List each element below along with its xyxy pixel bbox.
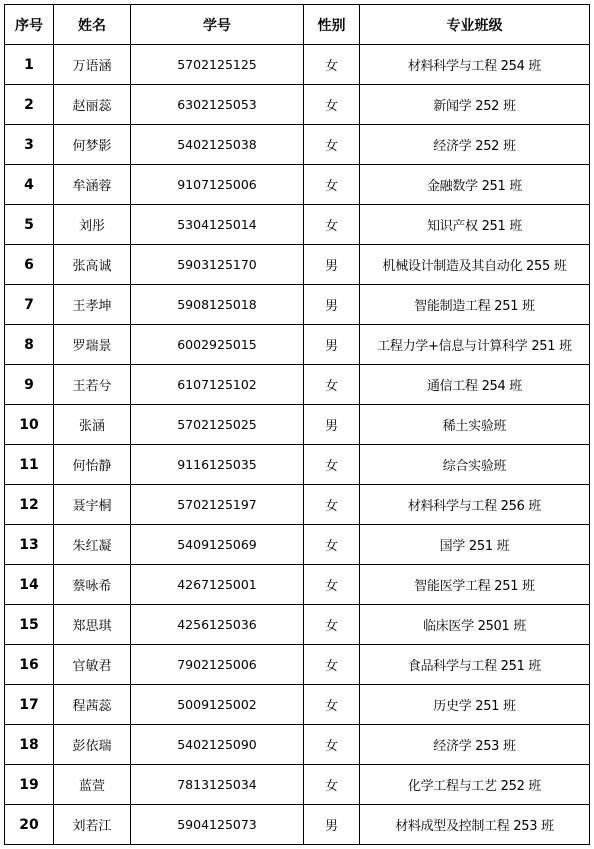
cell-gender: 女 [304, 45, 360, 85]
cell-gender: 女 [304, 205, 360, 245]
table-row [5, 45, 590, 85]
cell-index: 10 [5, 405, 54, 445]
table-row [5, 525, 590, 565]
table-row [5, 85, 590, 125]
cell-name: 王若兮 [54, 365, 131, 405]
cell-index: 6 [5, 245, 54, 285]
cell-student-id: 9107125006 [131, 165, 304, 205]
cell-gender: 女 [304, 645, 360, 685]
cell-index: 5 [5, 205, 54, 245]
cell-student-id: 6002925015 [131, 325, 304, 365]
cell-name: 王孝坤 [54, 285, 131, 325]
cell-student-id: 6107125102 [131, 365, 304, 405]
cell-index: 13 [5, 525, 54, 565]
table-body [5, 45, 590, 845]
cell-student-id: 5702125125 [131, 45, 304, 85]
cell-index: 9 [5, 365, 54, 405]
cell-index: 18 [5, 725, 54, 765]
table-row [5, 165, 590, 205]
table-header-row [5, 5, 590, 45]
cell-major-class: 稀土实验班 [360, 405, 590, 445]
cell-index: 19 [5, 765, 54, 805]
table-row [5, 605, 590, 645]
cell-student-id: 5904125073 [131, 805, 304, 845]
cell-gender: 男 [304, 245, 360, 285]
cell-index: 7 [5, 285, 54, 325]
cell-gender: 女 [304, 565, 360, 605]
cell-name: 万语涵 [54, 45, 131, 85]
cell-major-class: 材料成型及控制工程 253 班 [360, 805, 590, 845]
table-row [5, 125, 590, 165]
table-row [5, 485, 590, 525]
cell-index: 8 [5, 325, 54, 365]
table-row [5, 685, 590, 725]
cell-name: 蔡咏希 [54, 565, 131, 605]
cell-index: 1 [5, 45, 54, 85]
cell-gender: 女 [304, 365, 360, 405]
cell-gender: 男 [304, 405, 360, 445]
cell-major-class: 通信工程 254 班 [360, 365, 590, 405]
cell-major-class: 化学工程与工艺 252 班 [360, 765, 590, 805]
table-row [5, 765, 590, 805]
cell-index: 14 [5, 565, 54, 605]
table-row [5, 285, 590, 325]
cell-gender: 女 [304, 685, 360, 725]
cell-student-id: 9116125035 [131, 445, 304, 485]
cell-major-class: 经济学 252 班 [360, 125, 590, 165]
cell-index: 12 [5, 485, 54, 525]
cell-major-class: 材料科学与工程 256 班 [360, 485, 590, 525]
cell-major-class: 国学 251 班 [360, 525, 590, 565]
table-row [5, 725, 590, 765]
cell-index: 11 [5, 445, 54, 485]
cell-name: 蓝萱 [54, 765, 131, 805]
cell-name: 彭依瑞 [54, 725, 131, 765]
cell-student-id: 5304125014 [131, 205, 304, 245]
cell-index: 16 [5, 645, 54, 685]
cell-student-id: 5409125069 [131, 525, 304, 565]
cell-student-id: 5908125018 [131, 285, 304, 325]
cell-gender: 女 [304, 445, 360, 485]
cell-gender: 女 [304, 525, 360, 565]
column-header-index: 序号 [5, 5, 54, 45]
cell-major-class: 综合实验班 [360, 445, 590, 485]
table-row [5, 565, 590, 605]
cell-student-id: 4256125036 [131, 605, 304, 645]
cell-student-id: 5702125197 [131, 485, 304, 525]
cell-major-class: 工程力学+信息与计算科学 251 班 [360, 325, 590, 365]
cell-major-class: 食品科学与工程 251 班 [360, 645, 590, 685]
column-header-major-class: 专业班级 [360, 5, 590, 45]
cell-name: 聂宇桐 [54, 485, 131, 525]
cell-name: 罗瑞景 [54, 325, 131, 365]
column-header-student-id: 学号 [131, 5, 304, 45]
cell-student-id: 5009125002 [131, 685, 304, 725]
cell-major-class: 历史学 251 班 [360, 685, 590, 725]
cell-name: 郑思琪 [54, 605, 131, 645]
cell-gender: 男 [304, 805, 360, 845]
cell-name: 刘彤 [54, 205, 131, 245]
cell-gender: 女 [304, 485, 360, 525]
cell-major-class: 机械设计制造及其自动化 255 班 [360, 245, 590, 285]
cell-gender: 女 [304, 605, 360, 645]
cell-gender: 女 [304, 765, 360, 805]
cell-major-class: 临床医学 2501 班 [360, 605, 590, 645]
cell-gender: 女 [304, 125, 360, 165]
cell-name: 程茜蕊 [54, 685, 131, 725]
table-row [5, 805, 590, 845]
cell-student-id: 7902125006 [131, 645, 304, 685]
student-roster-table [4, 4, 590, 845]
cell-name: 何怡静 [54, 445, 131, 485]
cell-name: 张高诚 [54, 245, 131, 285]
table-row [5, 645, 590, 685]
cell-major-class: 金融数学 251 班 [360, 165, 590, 205]
cell-name: 何梦影 [54, 125, 131, 165]
table-row [5, 445, 590, 485]
cell-gender: 女 [304, 85, 360, 125]
cell-major-class: 智能医学工程 251 班 [360, 565, 590, 605]
table-row [5, 325, 590, 365]
cell-name: 赵丽蕊 [54, 85, 131, 125]
table-row [5, 205, 590, 245]
cell-student-id: 7813125034 [131, 765, 304, 805]
cell-major-class: 智能制造工程 251 班 [360, 285, 590, 325]
table-row [5, 365, 590, 405]
table-row [5, 245, 590, 285]
cell-index: 2 [5, 85, 54, 125]
cell-student-id: 4267125001 [131, 565, 304, 605]
cell-student-id: 5903125170 [131, 245, 304, 285]
cell-gender: 女 [304, 165, 360, 205]
cell-student-id: 5702125025 [131, 405, 304, 445]
cell-name: 朱红凝 [54, 525, 131, 565]
cell-student-id: 5402125038 [131, 125, 304, 165]
cell-index: 17 [5, 685, 54, 725]
cell-name: 张涵 [54, 405, 131, 445]
cell-gender: 男 [304, 325, 360, 365]
cell-index: 4 [5, 165, 54, 205]
column-header-gender: 性别 [304, 5, 360, 45]
cell-major-class: 新闻学 252 班 [360, 85, 590, 125]
cell-name: 刘若江 [54, 805, 131, 845]
cell-major-class: 材料科学与工程 254 班 [360, 45, 590, 85]
cell-name: 官敏君 [54, 645, 131, 685]
cell-index: 20 [5, 805, 54, 845]
cell-index: 3 [5, 125, 54, 165]
cell-gender: 女 [304, 725, 360, 765]
column-header-name: 姓名 [54, 5, 131, 45]
cell-index: 15 [5, 605, 54, 645]
cell-gender: 男 [304, 285, 360, 325]
cell-student-id: 5402125090 [131, 725, 304, 765]
cell-student-id: 6302125053 [131, 85, 304, 125]
cell-name: 牟涵蓉 [54, 165, 131, 205]
cell-major-class: 知识产权 251 班 [360, 205, 590, 245]
cell-major-class: 经济学 253 班 [360, 725, 590, 765]
table-row [5, 405, 590, 445]
